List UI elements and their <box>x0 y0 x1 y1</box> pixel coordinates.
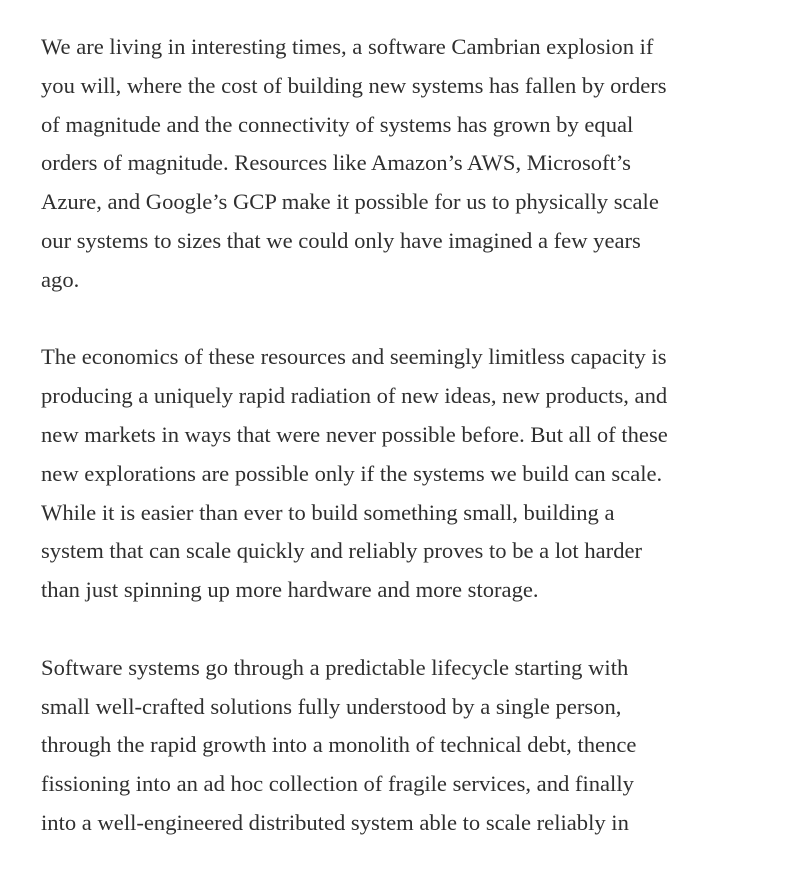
paragraph-line: Azure, and Google’s GCP make it possible for us to physically scale <box>41 189 659 215</box>
paragraph-line: ago. <box>41 266 80 292</box>
paragraph-line: While it is easier than ever to build something small, building a <box>41 499 615 525</box>
paragraph-line: small well-crafted solutions fully understood by a single person, <box>41 693 622 719</box>
paragraph-line: producing a uniquely rapid radiation of new ideas, new products, and <box>41 383 668 409</box>
paragraph-2 <box>41 338 771 610</box>
paragraph-line: system that can scale quickly and reliably proves to be a lot harder <box>41 538 643 564</box>
paragraph-line: new markets in ways that were never possible before. But all of these <box>41 421 668 447</box>
paragraph-line: our systems to sizes that we could only have imagined a few years <box>41 227 641 253</box>
paragraph-line: fissioning into an ad hoc collection of fragile services, and finally <box>41 771 634 797</box>
paragraph-line: orders of magnitude. Resources like Amazon’s AWS, Microsoft’s <box>41 150 631 176</box>
paragraph-line: of magnitude and the connectivity of systems has grown by equal <box>41 111 634 137</box>
paragraph-line: you will, where the cost of building new systems has fallen by orders <box>41 72 667 98</box>
paragraph-line: We are living in interesting times, a software Cambrian explosion if <box>41 34 654 59</box>
paragraph-line: The economics of these resources and seemingly limitless capacity is <box>41 344 667 370</box>
paragraph-3 <box>41 649 771 843</box>
paragraph-line: through the rapid growth into a monolith of technical debt, thence <box>41 732 637 758</box>
paragraph-line: than just spinning up more hardware and more storage. <box>41 577 539 603</box>
paragraph-line: Software systems go through a predictable lifecycle starting with <box>41 654 629 680</box>
paragraph-line: into a well-engineered distributed system able to scale reliably in <box>41 809 629 835</box>
article-body <box>41 28 771 882</box>
paragraph-line: new explorations are possible only if the systems we build can scale. <box>41 460 663 486</box>
paragraph-1 <box>41 28 771 300</box>
